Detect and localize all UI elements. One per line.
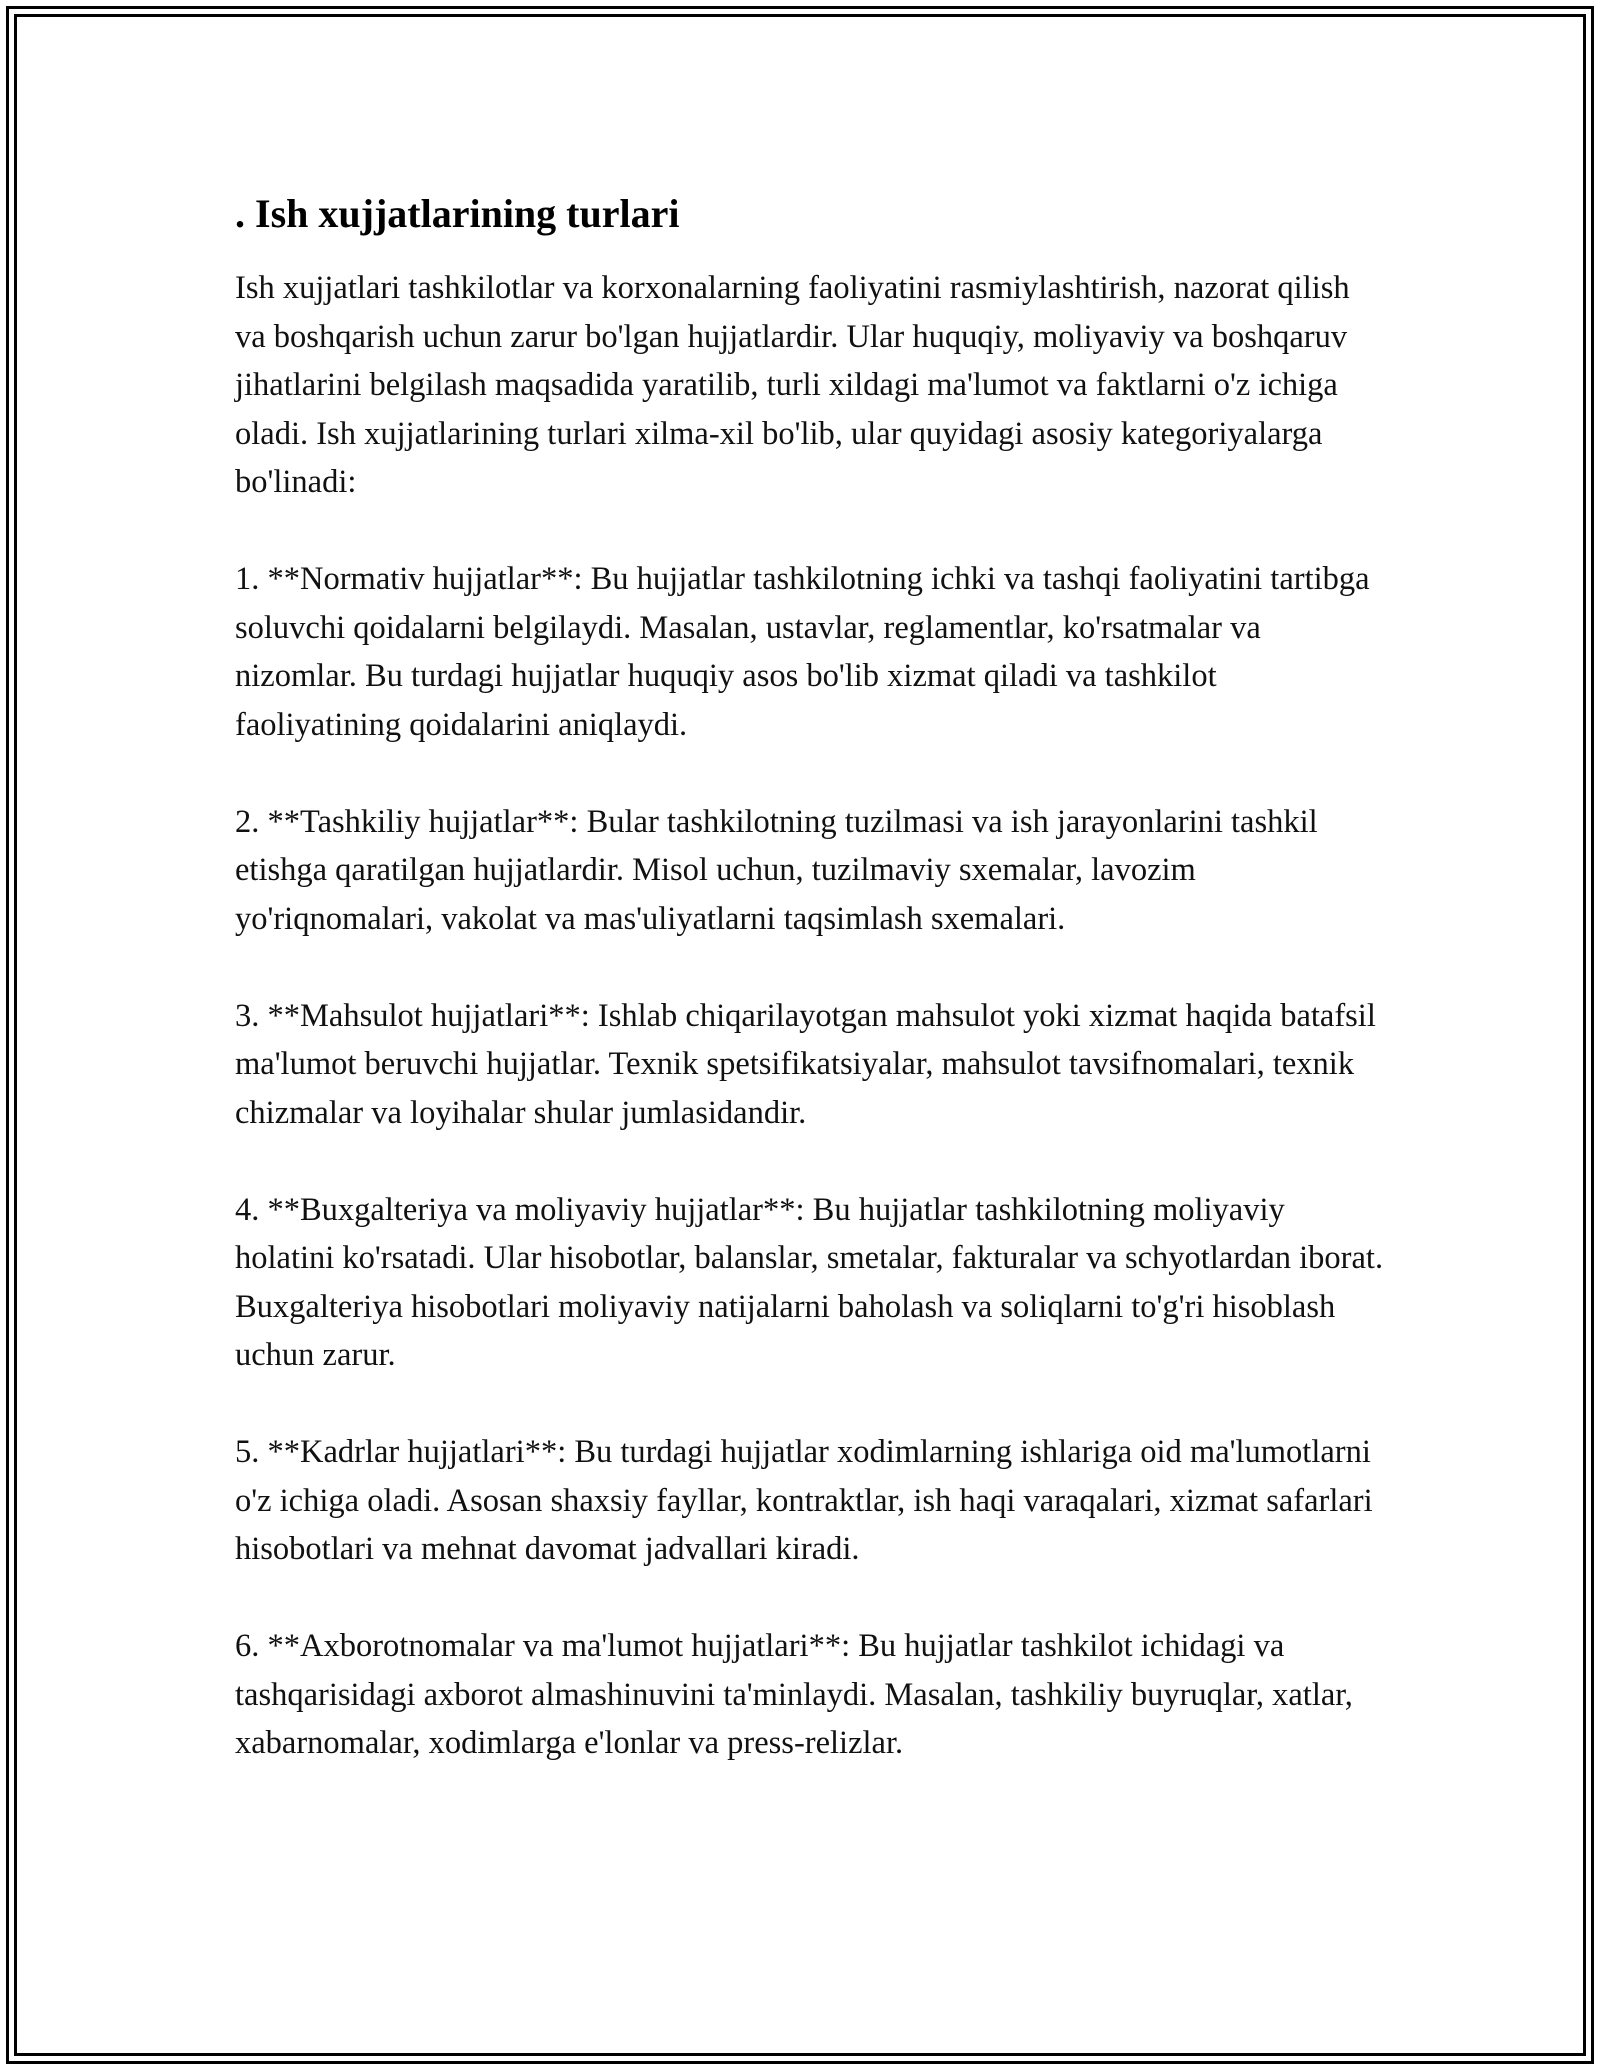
paragraph-tashkiliy: 2. **Tashkiliy hujjatlar**: Bular tashkilotning tuzilmasi va ish jarayonlarini tashkil etishga qaratilgan hujjatlardir. Misol uchun, tuzilmaviy sxemalar, lavozim yo'riqnomalari, vakolat va mas'uliyatlarni taqsimlash sxemalari. — [235, 803, 1318, 937]
paragraph-mahsulot: 3. **Mahsulot hujjatlari**: Ishlab chiqarilayotgan mahsulot yoki xizmat haqida batafsil ma'lumot beruvchi hujjatlar. Texnik spetsifikatsiyalar, mahsulot tavsifnomalari, texnik chizmalar va loyihalar shular jumlasidandir. — [235, 997, 1376, 1131]
paragraph-kadrlar: 5. **Kadrlar hujjatlari**: Bu turdagi hujjatlar xodimlarning ishlariga oid ma'lumotlarni o'z ichiga oladi. Asosan shaxsiy fayllar, kontraktlar, ish haqi varaqalari, xizmat safarlari hisobotlari va mehnat davomat jadvallari kiradi. — [235, 1434, 1373, 1567]
paragraph-normativ: 1. **Normativ hujjatlar**: Bu hujjatlar tashkilotning ichki va tashqi faoliyatini tartibga soluvchi qoidalarni belgilaydi. Masalan, ustavlar, reglamentlar, ko'rsatmalar va nizomlar. Bu turdagi hujjatlar huquqiy asos bo'lib xizmat qiladi va tashkilot faoliyatining qoidalarini aniqlaydi. — [235, 561, 1370, 743]
document-body — [235, 186, 1385, 1768]
paragraph-buxgalteriya: 4. **Buxgalteriya va moliyaviy hujjatlar**: Bu hujjatlar tashkilotning moliyaviy holatini ko'rsatadi. Ular hisobotlar, balanslar, smetalar, fakturalar va schyotlardan iborat. Buxgalteriya hisobotlari moliyaviy natijalarni baholash va soliqlarni to'g'ri hisoblash uchun zarur. — [235, 1191, 1384, 1373]
paragraph-axborotnomalar: 6. **Axborotnomalar va ma'lumot hujjatlari**: Bu hujjatlar tashkilot ichidagi va tashqarisidagi axborot almashinuvini ta'minlaydi. Masalan, tashkiliy buyruqlar, xatlar, xabarnomalar, xodimlarga e'lonlar va press-relizlar. — [235, 1628, 1353, 1761]
intro-paragraph: Ish xujjatlari tashkilotlar va korxonalarning faoliyatini rasmiylashtirish, nazorat qilish va boshqarish uchun zarur bo'lgan hujjatlardir. Ular huquqiy, moliyaviy va boshqaruv jihatlarini belgilash maqsadida yaratilib, turli xildagi ma'lumot va faktlarni o'z ichiga oladi. Ish xujjatlarining turlari xilma-xil bo'lib, ular quyidagi asosiy kategoriyalarga bo'linadi: — [235, 270, 1350, 500]
document-title: . Ish xujjatlarining turlari — [235, 191, 680, 236]
